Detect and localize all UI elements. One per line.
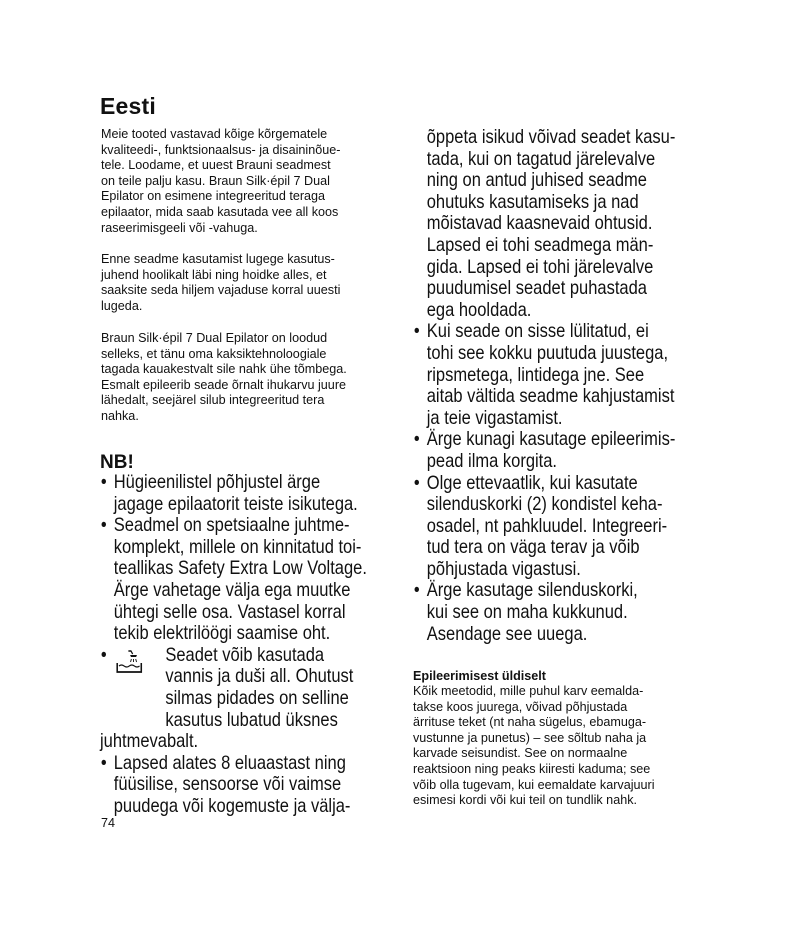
- page-title: Eesti: [100, 93, 156, 119]
- list-item: • Hügieenilistel põhjustel ärge jagage epilaatorit teiste isikutega.: [100, 472, 380, 515]
- list-item: • Seadmel on spetsiaalne juhtme- komplekt, millele on kinnitatud toi- teallikas Safety Extra Low Voltage. Ärge vahetage välja ega muutke ühtegi selle osa. Vastasel korral tekib elektrilöögi saamise oht.: [100, 515, 380, 645]
- intro-paragraph-3: Braun Silk·épil 7 Dual Epilator on loodud selleks, et tänu oma kaksiktehnoloogiale tagada kauakestvalt sile nahk ühe tõmbega. Esmalt epileerib seade õrnalt ihukarvu juure lähedalt, seejärel silub integreeritud tera nahka.: [101, 331, 347, 423]
- page-number: 74: [101, 816, 116, 830]
- list-item-bath: • Seadet võib kasutada vannis ja duši all. Ohutust silmas pidades on selline kasutus lubatud üksnes: [100, 644, 354, 731]
- list-item: • Ärge kunagi kasutage epileerimis- pead ilma korgita.: [413, 429, 705, 472]
- nb-heading: NB!: [100, 452, 134, 473]
- bullet: •: [100, 644, 107, 666]
- section-paragraph: Kõik meetodid, mille puhul karv eemalda- takse koos juurega, võivad põhjustada ärrituse teket (nt naha sügelus, ebamuga- vustunne ja punetus) – see sõltub naha ja karvade seisundist. See on normaalne reaktsioon ning peaks kiiresti kaduma; see võib olla tugevam, kui eemaldate karvajuuri esimesi kordi või kui teil on tundlik nahk.: [413, 684, 655, 808]
- bath-shower-icon: [115, 647, 143, 675]
- list-item: • Olge ettevaatlik, kui kasutate silenduskorki (2) kondistel keha- osadel, nt pahkluudel. Integreeri- tud tera on väga terav ja võib põhjustada vigastusi.: [413, 473, 705, 581]
- bath-bullet-tail: juhtmevabalt.: [100, 731, 199, 753]
- list-item: • Lapsed alates 8 eluaastast ning füüsilise, sensoorse või vaimse puudega või kogemuste ja välja-: [100, 753, 380, 818]
- warnings-column-left: [100, 472, 380, 818]
- section-heading: Epileerimisest üldiselt: [413, 669, 546, 683]
- intro-paragraph-1: Meie tooted vastavad kõige kõrgematele kvaliteedi-, funktsionaalsus- ja disaininõue- tele. Loodame, et uuest Brauni seadmest on teile palju kasu. Braun Silk·épil 7 Dual Epilator on esimene integreeritud teraga epilaator, mida saab kasutada vee all koos raseerimisgeeli või -vahuga.: [101, 127, 341, 235]
- warnings-column-right: [413, 127, 705, 645]
- intro-paragraph-2: Enne seadme kasutamist lugege kasutus- juhend hoolikalt läbi ning hoidke alles, et saaksite seda hiljem vajaduse korral uuesti lugeda.: [101, 252, 341, 313]
- list-item: • Kui seade on sisse lülitatud, ei tohi see kokku puutuda juustega, ripsmetega, lintidega jne. See aitab vältida seadme kahjustamist ja teie vigastamist.: [413, 321, 705, 429]
- list-item: • Ärge kasutage silenduskorki, kui see on maha kukkunud. Asendage see uuega.: [413, 580, 705, 645]
- list-item-continued: õppeta isikud võivad seadet kasu- tada, kui on tagatud järelevalve ning on antud juhised seadme ohutuks kasutamiseks ja nad mõistavad kaasnevaid ohtusid. Lapsed ei tohi seadmega män- gida. Lapsed ei tohi järelevalve puudumisel seadet puhastada ega hooldada.: [426, 127, 676, 321]
